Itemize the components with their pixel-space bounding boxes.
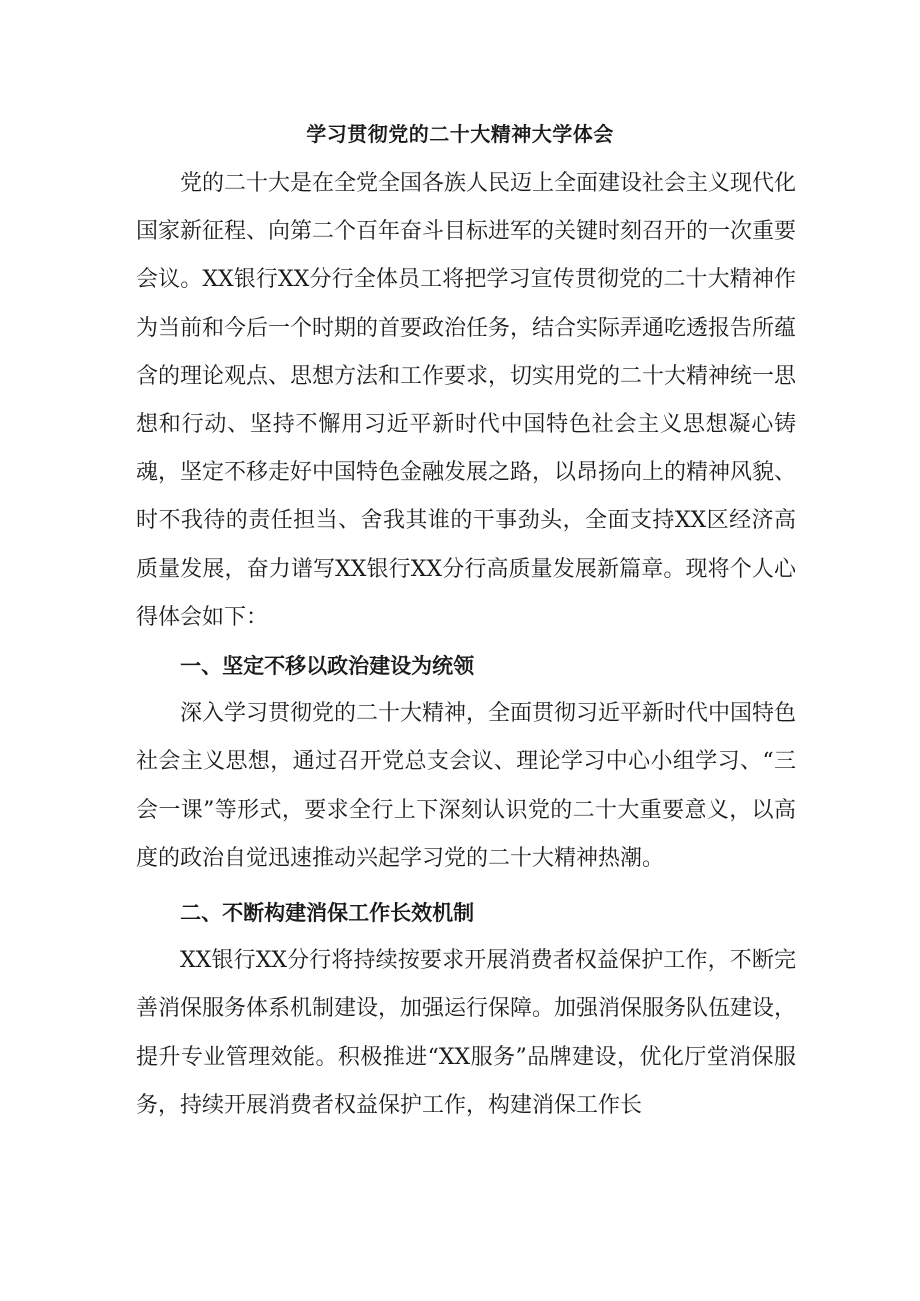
section-paragraph-2: XX银行XX分行将持续按要求开展消费者权益保护工作，不断完善消保服务体系机制建设，加强运行保障。加强消保服务队伍建设，提升专业管理效能。积极推进“XX服务”品牌建设，优化厅堂消保服务，持续开展消费者权益保护工作，构建消保工作长 [136,948,797,1118]
intro-paragraph: 党的二十大是在全党全国各族人民迈上全面建设社会主义现代化国家新征程、向第二个百年奋斗目标进军的关键时刻召开的一次重要会议。XX银行XX分行全体员工将把学习宣传贯彻党的二十大精神作为当前和今后一个时期的首要政治任务，结合实际弄通吃透报告所蕴含的理论观点、思想方法和工作要求，切实用党的二十大精神统一思想和行动、坚持不懈用习近平新时代中国特色社会主义思想凝心铸魂，坚定不移走好中国特色金融发展之路，以昂扬向上的精神风貌、时不我待的责任担当、舍我其谁的干事劲头，全面支持XX区经济高质量发展，奋力谱写XX银行XX分行高质量发展新篇章。现将个人心得体会如下： [136,171,797,630]
section-heading-1: 一、坚定不移以政治建设为统领 [180,654,475,679]
section-paragraph-1: 深入学习贯彻党的二十大精神，全面贯彻习近平新时代中国特色社会主义思想，通过召开党总支会议、理论学习中心小组学习、“三会一课”等形式，要求全行上下深刻认识党的二十大重要意义，以高度的政治自觉迅速推动兴起学习党的二十大精神热潮。 [136,701,797,871]
document-body [136,160,796,1130]
document-title: 学习贯彻党的二十大精神大学体会 [306,122,614,146]
section-heading-2: 二、不断构建消保工作长效机制 [180,901,475,926]
